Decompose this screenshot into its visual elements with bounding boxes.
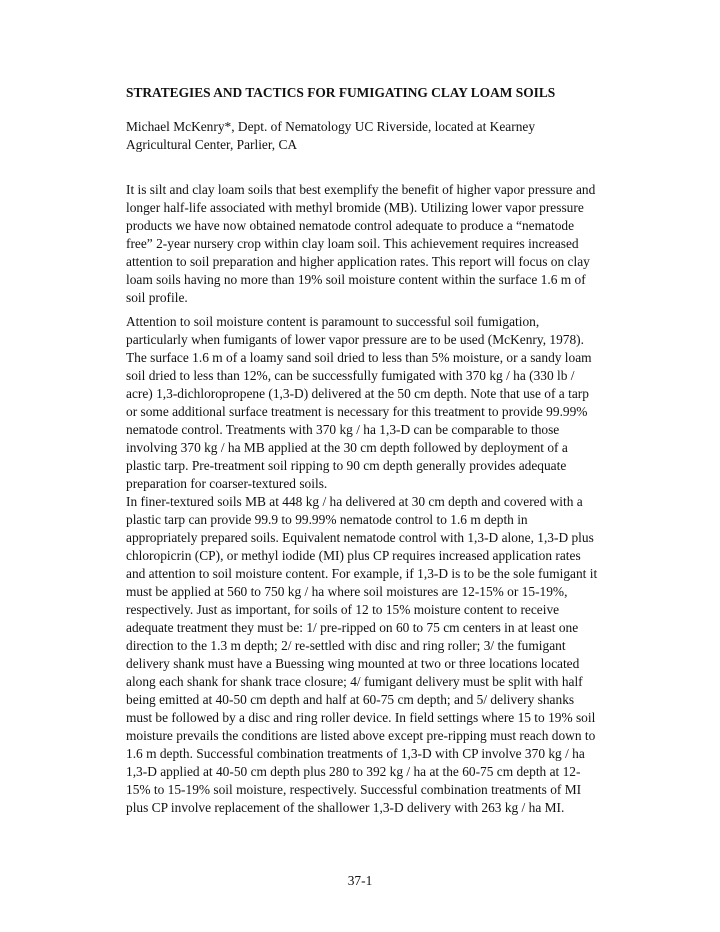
page-number: 37-1 (347, 873, 373, 888)
document-title: STRATEGIES AND TACTICS FOR FUMIGATING CLAY LOAM SOILS (126, 85, 556, 100)
author-affiliation: Michael McKenry*, Dept. of Nematology UC Riverside, located at Kearney Agricultural Center, Parlier, CA (126, 119, 536, 152)
paragraph-finer-textured-soils: In finer-textured soils MB at 448 kg / ha delivered at 30 cm depth and covered with a plastic tarp can provide 99.9 to 99.99% nematode control to 1.6 m depth in appropriately prepared soils. Equivalent nematode control with 1,3-D alone, 1,3-D plus chloropicrin (CP), or methyl iodide (MI) plus CP requires increased application rates and attention to soil moisture content. For example, if 1,3-D is to be the sole fumigant it must be applied at 560 to 750 kg / ha where soil moistures are 12-15% or 15-19%, respectively. Just as important, for soils of 12 to 15% moisture content to receive adequate treatment they must be: 1/ pre-ripped on 60 to 75 cm centers in at least one direction to the 1.3 m depth; 2/ re-settled with disc and ring roller; 3/ the fumigant delivery shank must have a Buessing wing mounted at two or three locations located along each shank for shank trace closure; 4/ fumigant delivery must be split with half being emitted at 40-50 cm depth and half at 60-75 cm depth; and 5/ delivery shanks must be followed by a disc and ring roller device. In field settings where 15 to 19% soil moisture prevails the conditions are listed above except pre-ripping must reach down to 1.6 m depth. Successful combination treatments of 1,3-D with CP involve 370 kg / ha 1,3-D applied at 40-50 cm depth plus 280 to 392 kg / ha at the 60-75 cm depth at 12-15% to 15-19% soil moisture, respectively. Successful combination treatments of MI plus CP involve replacement of the shallower 1,3-D delivery with 263 kg / ha MI. (126, 494, 598, 815)
paragraph-intro: It is silt and clay loam soils that best exemplify the benefit of higher vapor pressure and longer half-life associated with methyl bromide (MB). Utilizing lower vapor pressure products we have now obtained nematode control adequate to produce a “nematode free” 2-year nursery crop within clay loam soil. This achievement requires increased attention to soil preparation and higher application rates. This report will focus on clay loam soils having no more than 19% soil moisture content within the surface 1.6 m of soil profile. (126, 182, 596, 305)
paragraph-soil-moisture: Attention to soil moisture content is paramount to successful soil fumigation, particularly when fumigants of lower vapor pressure are to be used (McKenry, 1978). The surface 1.6 m of a loamy sand soil dried to less than 5% moisture, or a sandy loam soil dried to less than 12%, can be successfully fumigated with 370 kg / ha (330 lb / acre) 1,3-dichloropropene (1,3-D) delivered at the 50 cm depth. Note that use of a tarp or some additional surface treatment is necessary for this treatment to provide 99.99% nematode control. Treatments with 370 kg / ha 1,3-D can be comparable to those involving 370 kg / ha MB applied at the 30 cm depth followed by deployment of a plastic tarp. Pre-treatment soil ripping to 90 cm depth generally provides adequate preparation for coarser-textured soils. (126, 314, 592, 491)
